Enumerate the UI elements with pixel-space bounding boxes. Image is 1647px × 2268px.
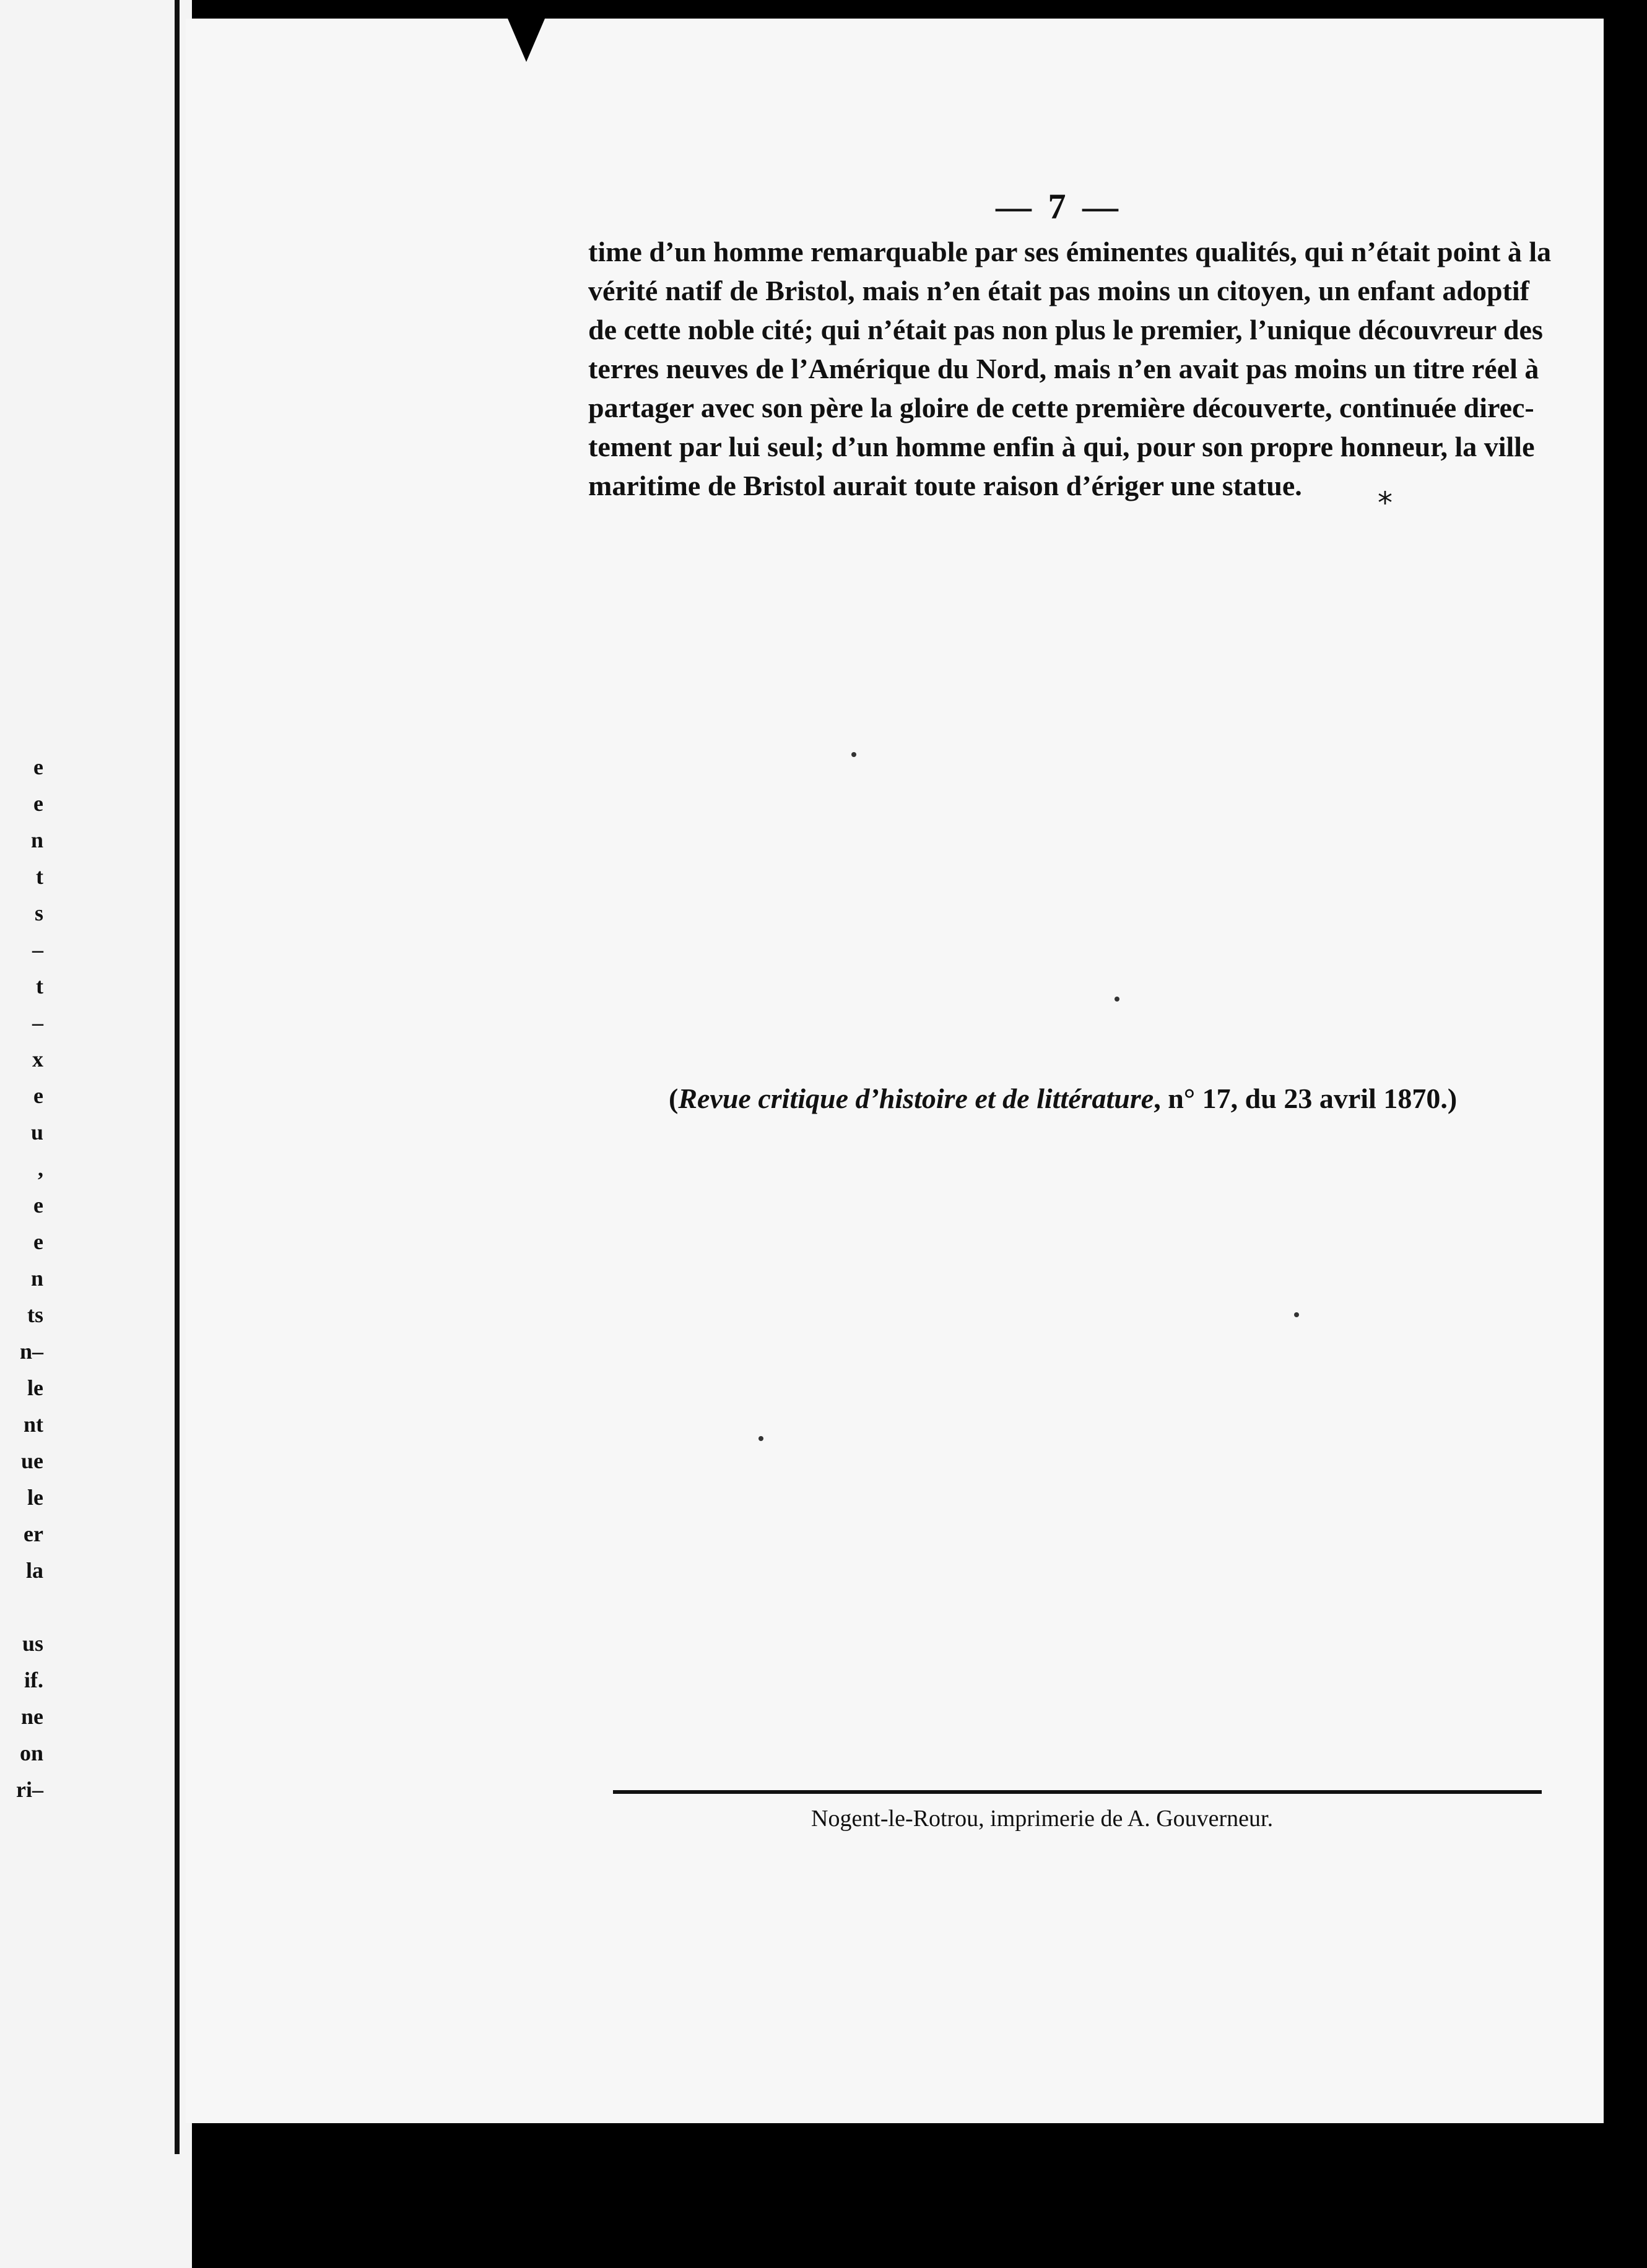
speck: [1294, 1312, 1299, 1317]
text-line: de cette noble cité; qui n’était pas non plus le premier, l’unique découvreur des: [588, 314, 1543, 345]
fragment-text: la: [25, 1558, 43, 1583]
speck: [851, 752, 856, 757]
fragment-text: –: [32, 937, 43, 962]
text-line: terres neuves de l’Amérique du Nord, mais n’en avait pas moins un titre réel à: [588, 353, 1539, 384]
page-number: — 7 —: [996, 186, 1122, 227]
fragment-text: on: [19, 1741, 43, 1765]
printer-imprint: Nogent-le-Rotrou, imprimerie de A. Gouverneur.: [811, 1806, 1274, 1832]
text-line: vérité natif de Bristol, mais n’en était pas moins un citoyen, un enfant adoptif: [588, 275, 1529, 306]
fragment-text: x: [32, 1047, 43, 1071]
body-paragraph: [588, 232, 1552, 505]
document-page: [186, 19, 1604, 2123]
text-line: partager avec son père la gloire de cette première découverte, continuée direc-: [588, 392, 1534, 423]
fragment-text: n–: [19, 1339, 43, 1364]
fragment-text: ne: [21, 1704, 43, 1729]
fragment-text: nt: [23, 1412, 43, 1437]
fragment-text: [0, 1589, 43, 1625]
footer-rule: [613, 1790, 1542, 1794]
fragment-text: us: [22, 1631, 43, 1656]
text-line: time d’un homme remarquable par ses éminentes qualités, qui n’était point à la: [588, 236, 1552, 267]
citation-open-paren: (: [669, 1083, 679, 1114]
fragment-text: le: [27, 1485, 43, 1510]
facing-page: [0, 0, 192, 2268]
page-gutter: [175, 0, 180, 2154]
fragment-text: e: [33, 1193, 43, 1218]
fragment-text: er: [24, 1521, 43, 1546]
fragment-text: le: [27, 1375, 43, 1400]
fragment-text: t: [36, 864, 43, 889]
fragment-text: u: [30, 1120, 43, 1145]
fragment-text: e: [33, 791, 43, 816]
citation-details: , n° 17, du 23 avril 1870.): [1154, 1083, 1458, 1114]
fragment-text: s: [34, 901, 43, 925]
fragment-text: e: [33, 1083, 43, 1108]
fragment-text: e: [33, 1229, 43, 1254]
text-line: maritime de Bristol aurait toute raison d’ériger une statue.: [588, 470, 1302, 501]
fragment-text: if.: [24, 1668, 43, 1692]
asterisk-mark: *: [1378, 486, 1393, 521]
fragment-text: ue: [21, 1448, 43, 1473]
fragment-text: ts: [27, 1302, 43, 1327]
fragment-text: –: [32, 1010, 43, 1035]
citation-title: Revue critique d’histoire et de littérature: [678, 1083, 1154, 1114]
page-notch: [508, 19, 545, 62]
fragment-text: t: [36, 974, 43, 998]
speck: [1115, 997, 1119, 1002]
fragment-text: n: [30, 828, 43, 852]
source-citation: [669, 1082, 1458, 1115]
fragment-text: e: [33, 755, 43, 779]
fragment-text: ,: [38, 1156, 43, 1181]
fragment-text: ri–: [16, 1777, 43, 1802]
fragment-text: n: [30, 1266, 43, 1291]
facing-page-text-fragments: [0, 749, 43, 1808]
speck: [758, 1436, 763, 1441]
text-line: tement par lui seul; d’un homme enfin à qui, pour son propre honneur, la ville: [588, 431, 1535, 462]
